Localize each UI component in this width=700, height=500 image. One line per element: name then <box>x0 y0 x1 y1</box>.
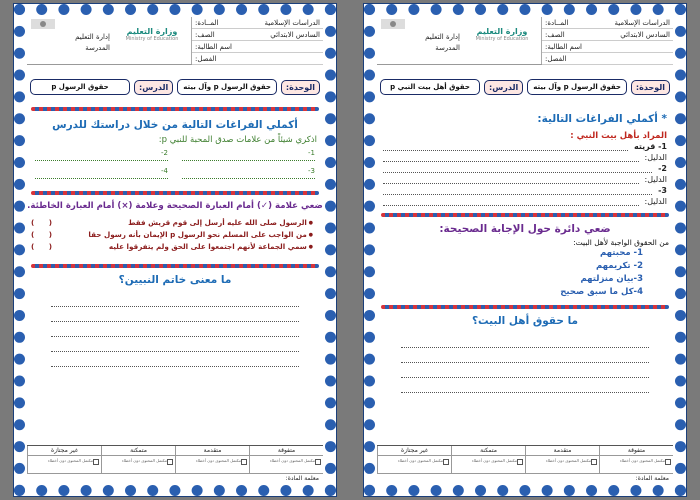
rubric-checkbox[interactable]: مكتمل المحتوى دون أخطاء <box>451 456 525 473</box>
tf-list <box>27 211 323 258</box>
school-block: إدارة التعليم المدرسة <box>27 17 113 64</box>
fill-item[interactable]: 2- <box>377 163 673 174</box>
unit-label: الوحدة: <box>631 80 670 95</box>
emblem-icon <box>31 19 55 29</box>
rubric-checkbox[interactable]: مكتمل المحتوى دون أخطاء <box>101 456 175 473</box>
tf-item[interactable]: ● سمي الجماعة لأنهم اجتمعوا على الحق ولم يتفرقوا عليه ( ) <box>31 242 313 251</box>
fill-title: * أكملي الفراغات التالية: <box>537 113 667 125</box>
fill-item[interactable]: الدليل: <box>377 152 673 163</box>
answer-options <box>377 247 673 299</box>
essay-question: ما حقوق أهل البيت؟ <box>471 315 579 327</box>
teacher-signature: معلمة المادة: <box>377 473 673 482</box>
fill-question: اذكري شيئاً من علامات صدق المحبة للنبي p: <box>158 135 317 145</box>
section-field[interactable]: الفصل: <box>195 55 217 63</box>
divider <box>31 107 319 111</box>
ministry-logo: وزارة التعليم Ministry of Education <box>475 27 529 42</box>
school-block: إدارة التعليم المدرسة <box>377 17 463 64</box>
blank-grid <box>27 145 323 185</box>
unit-lesson-bar <box>377 77 673 97</box>
definition-prompt: المراد بأهل بيت النبي : <box>570 131 667 141</box>
divider <box>381 213 669 217</box>
ministry-logo: وزارة التعليم Ministry of Education <box>125 27 179 42</box>
fill-item[interactable]: 1- قريته <box>377 141 673 152</box>
student-name-field[interactable]: اسم الطالبة: <box>545 43 583 51</box>
student-info: المــادة: الدراسات الإسلامية الصف: السادس الابتدائي اسم الطالبة: الفصل: <box>191 17 323 64</box>
tf-item[interactable]: ● من الواجب على المسلم نحو الرسول p الإيمان بأنه رسول حقا ( ) <box>31 230 313 239</box>
rubric-checkbox[interactable]: مكتمل المحتوى دون أخطاء <box>175 456 249 473</box>
blank-2[interactable]: 2- <box>35 151 168 161</box>
answer-lines[interactable] <box>377 327 673 399</box>
option-1[interactable]: 1- محبتهم <box>599 248 643 258</box>
worksheet-page-right <box>364 4 686 496</box>
unit-label: الوحدة: <box>281 80 320 95</box>
section-field[interactable]: الفصل: <box>545 55 567 63</box>
unit-lesson-bar <box>27 77 323 97</box>
divider <box>31 191 319 195</box>
divider <box>381 305 669 309</box>
student-info: المــادة: الدراسات الإسلامية الصف: السادس الابتدائي اسم الطالبة: الفصل: <box>541 17 673 64</box>
rubric-footer: متفوقة متقدمة متمكنة غير مجتازة مكتمل المحتوى دون أخطاء مكتمل المحتوى دون أخطاء مكتمل المحتوى دون أخطاء مكتمل المحتوى دون أخطاء معلمة المادة: <box>27 445 323 483</box>
divider <box>31 264 319 268</box>
worksheet-page-left <box>14 4 336 496</box>
option-2[interactable]: 2- تكريمهم <box>596 261 643 271</box>
fill-item[interactable]: الدليل: <box>377 174 673 185</box>
lesson-value: حقوق الرسول p <box>30 79 130 95</box>
fill-title: أكملي الفراغات التالية من خلال دراستك للدرس <box>52 119 298 131</box>
rubric-checkbox[interactable]: مكتمل المحتوى دون أخطاء <box>249 456 323 473</box>
fill-item[interactable]: 3- <box>377 185 673 196</box>
option-4[interactable]: 4-كل ما سبق صحيح <box>560 287 643 297</box>
emblem-icon <box>381 19 405 29</box>
lesson-label: الدرس: <box>484 80 523 95</box>
option-3[interactable]: 3-بيان منزلتهم <box>580 274 643 284</box>
worksheet-header <box>27 17 323 65</box>
rubric-checkbox[interactable]: مكتمل المحتوى دون أخطاء <box>377 456 451 473</box>
rubric-checkbox[interactable]: مكتمل المحتوى دون أخطاء <box>599 456 673 473</box>
lesson-label: الدرس: <box>134 80 173 95</box>
fill-item[interactable]: الدليل: <box>377 196 673 207</box>
answer-lines[interactable] <box>27 286 323 373</box>
circle-title: ضعي دائرة حول الإجابة الصحيحة: <box>439 223 611 235</box>
tf-title: ضعي علامة (✓) أمام العبارة الصحيحة وعلامة (×) أمام العبارة الخاطئة. <box>27 201 323 211</box>
student-name-field[interactable]: اسم الطالبة: <box>195 43 233 51</box>
unit-value: حقوق الرسول p وآل بيته <box>527 79 627 95</box>
tf-item[interactable]: ● الرسول صلى الله عليه أرسل إلى قوم قريش فقط ( ) <box>31 218 313 227</box>
unit-value: حقوق الرسول p وآل بيته <box>177 79 277 95</box>
rubric-checkbox[interactable]: مكتمل المحتوى دون أخطاء <box>27 456 101 473</box>
blank-3[interactable]: 3- <box>182 169 315 179</box>
worksheet-header <box>377 17 673 65</box>
essay-question: ما معنى خاتم النبيين؟ <box>118 274 232 286</box>
circle-question: من الحقوق الواجبة لأهل البيت: <box>573 238 669 247</box>
teacher-signature: معلمة المادة: <box>27 473 323 482</box>
blank-1[interactable]: 1- <box>182 151 315 161</box>
rubric-checkbox[interactable]: مكتمل المحتوى دون أخطاء <box>525 456 599 473</box>
blank-4[interactable]: 4- <box>35 169 168 179</box>
rubric-footer: متفوقة متقدمة متمكنة غير مجتازة مكتمل المحتوى دون أخطاء مكتمل المحتوى دون أخطاء مكتمل المحتوى دون أخطاء مكتمل المحتوى دون أخطاء معلمة المادة: <box>377 445 673 483</box>
lesson-value: حقوق أهل بيت النبي p <box>380 79 480 95</box>
